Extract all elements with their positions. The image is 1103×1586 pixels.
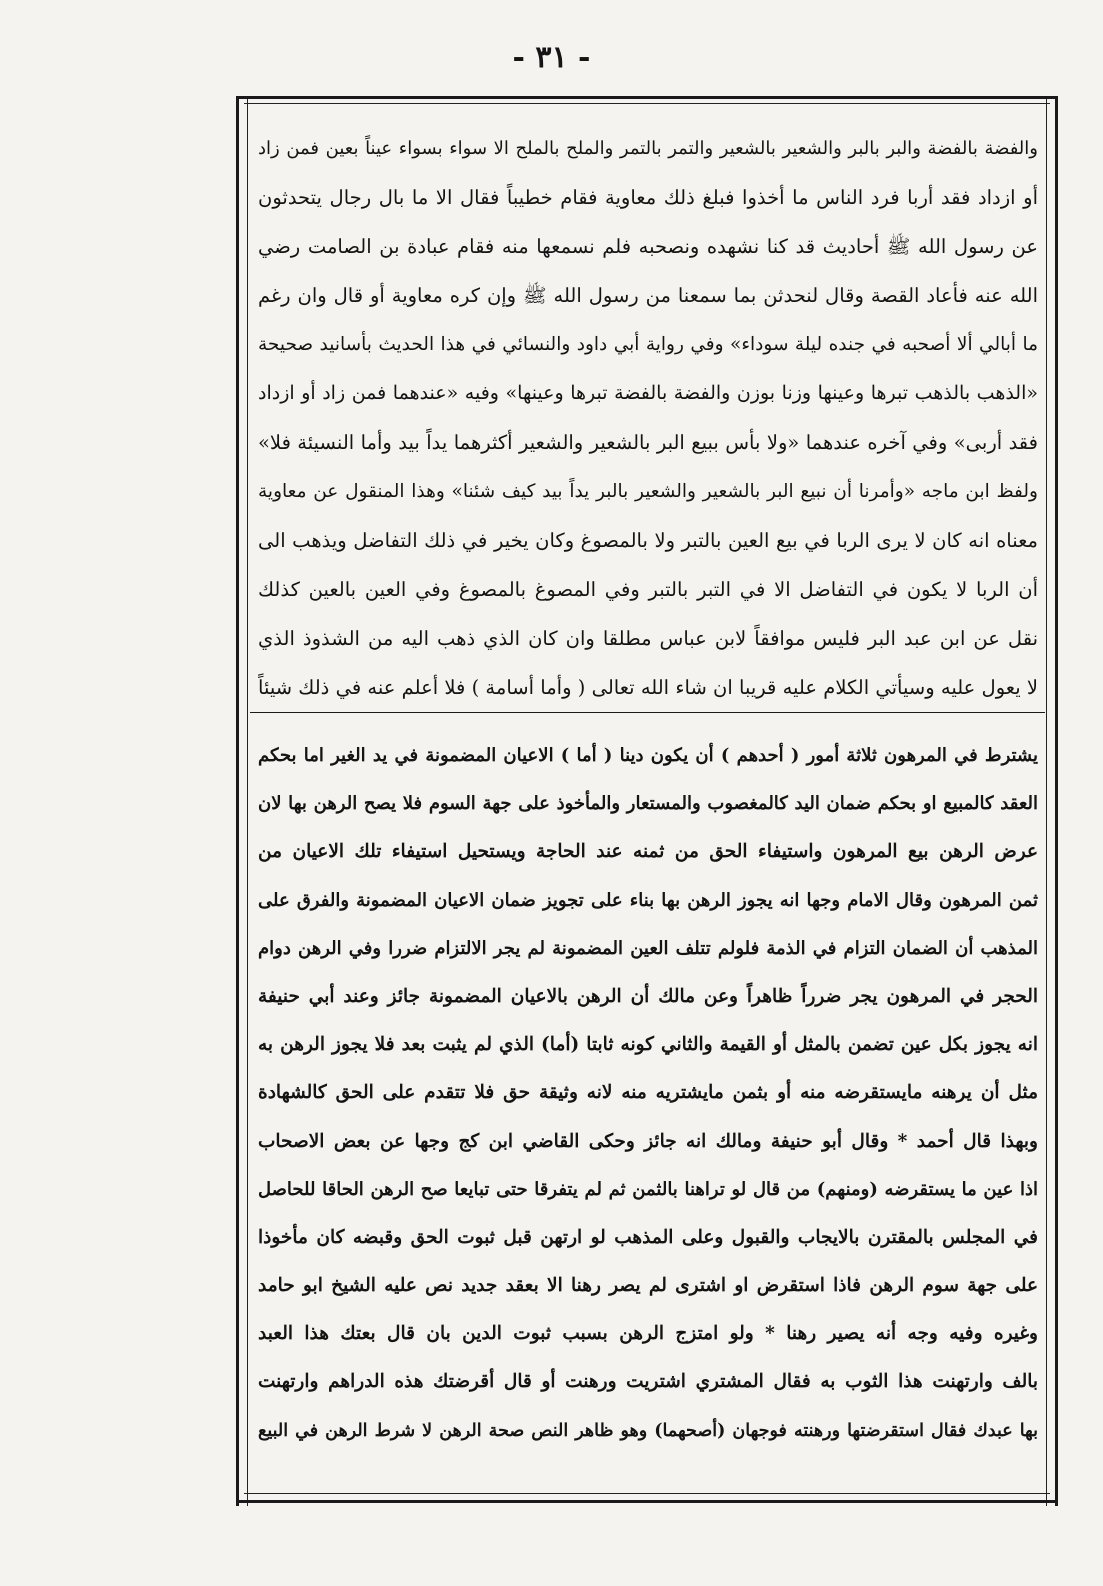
section-divider bbox=[250, 712, 1045, 713]
text-line: انه يجوز بكل عين تضمن بالمثل أو القيمة والثاني كونه ثابتا (أما) الذي لم يثبت بعد فلا يجوز الرهن به bbox=[258, 1034, 1038, 1056]
text-line: يشترط في المرهون ثلاثة أمور ( أحدهم ) أن يكون دينا ( أما ) الاعيان المضمونة في يد الغير اما بحكم bbox=[258, 745, 1038, 766]
text-line: «الذهب بالذهب تبرها وعينها وزنا بوزن والفضة بالفضة تبرها وعينها» وفيه «عندهما فمن زاد أو ازداد bbox=[258, 382, 1038, 404]
text-line: عن رسول الله ﷺ أحاديث قد كنا نشهده ونصحبه فلم نسمعها منه فقام عبادة بن الصامت رضي bbox=[258, 235, 1038, 258]
top-rule-inner bbox=[244, 103, 1050, 104]
bottom-rule-inner bbox=[244, 1493, 1050, 1494]
top-rule bbox=[236, 96, 1058, 99]
text-line: ما أبالي ألا أصحبه في جنده ليلة سوداء» وفي رواية أبي داود والنسائي في هذا الحديث بأسانيد صحيحة bbox=[258, 334, 1038, 355]
text-line: عرض الرهن بيع المرهون واستيفاء الحق من ثمنه عند الحاجة ويستحيل استيفاء تلك الاعيان من bbox=[258, 841, 1038, 863]
text-line: أو ازداد فقد أربا فرد الناس ما أخذوا فبلغ ذلك معاوية فقام خطيباً فقال الا ما بال رجال يتحدثون bbox=[258, 186, 1038, 209]
main-text-block bbox=[258, 732, 1038, 1455]
text-line: المذهب أن الضمان التزام في الذمة فلولم تتلف العين المضمونة لم يجر الالتزام ضررا وفي الرهن دوام bbox=[258, 937, 1038, 959]
text-line: فقد أربى» وفي آخره عندهما «ولا بأس ببيع البر بالشعير والشعير أكثرهما يداً بيد وأما النسيئة فلا» bbox=[258, 431, 1038, 454]
text-line: مثل أن يرهنه مايستقرضه منه أو بثمن مايشتريه منه لانه وثيقة حق فلا تتقدم على الحق كالشهادة bbox=[258, 1082, 1038, 1104]
text-line: معناه انه كان لا يرى الربا في بيع العين بالتبر ولا بالمصوغ وكان يخير في ذلك التفاضل ويذهب الى bbox=[258, 529, 1038, 552]
text-line: الحجر في المرهون يجر ضرراً ظاهراً وعن مالك أن الرهن بالاعيان المضمونة جائز وعند أبي حنيفة bbox=[258, 985, 1038, 1007]
bottom-rule bbox=[236, 1500, 1058, 1503]
text-line: لا يعول عليه وسيأتي الكلام عليه قريبا ان شاء الله تعالى ( وأما أسامة ) فلا أعلم عنه في ذلك شيئاً bbox=[258, 676, 1038, 699]
text-line: على جهة سوم الرهن فاذا استقرض او اشترى لم يصر رهنا الا بعقد جديد نص عليه الشيخ ابو حامد bbox=[258, 1275, 1038, 1297]
text-line: أن الربا لا يكون في التفاضل الا في التبر بالتبر وفي المصوغ بالمصوغ وفي العين بالعين كذلك bbox=[258, 578, 1038, 601]
text-line: وغيره وفيه وجه أنه يصير رهنا * ولو امتزج الرهن بسبب ثبوت الدين بان قال بعتك هذا العبد bbox=[258, 1323, 1038, 1345]
text-line: في المجلس بالمقترن بالايجاب والقبول وعلى المذهب لو ارتهن قبل ثبوت الحق وقبضه كان مأخوذا bbox=[258, 1226, 1038, 1248]
text-line: نقل عن ابن عبد البر فليس موافقاً لابن عباس مطلقا وان كان الذي ذهب اليه من الشذوذ الذي bbox=[258, 627, 1038, 650]
text-line: اذا عين ما يستقرضه (ومنهم) من قال لو تراهنا بالثمن ثم لم يتفرقا حتى تبايعا صح الرهن الحاقا للحاصل bbox=[258, 1178, 1038, 1200]
text-line: بها عبدك فقال استقرضتها ورهنته فوجهان (أصحهما) وهو ظاهر النص صحة الرهن لا شرط الرهن في البيع bbox=[258, 1420, 1038, 1441]
text-line: الله عنه فأعاد القصة وقال لنحدثن بما سمعنا من رسول الله ﷺ وإن كره معاوية أو قال وان رغم bbox=[258, 284, 1038, 307]
commentary-text-block bbox=[258, 124, 1038, 712]
text-line: العقد كالمبيع او بحكم ضمان اليد كالمغصوب والمستعار والمأخوذ على جهة السوم فلا يصح الرهن بها لان bbox=[258, 793, 1038, 815]
text-line: بالف وارتهنت هذا الثوب به فقال المشتري اشتريت ورهنت أو قال أقرضتك هذه الدراهم وارتهنت bbox=[258, 1371, 1038, 1393]
page-number: - ٣١ - bbox=[512, 40, 591, 75]
text-line: ثمن المرهون وقال الامام وجها انه يجوز الرهن بها بناء على تجويز ضمان الاعيان المضمونة والفرق على bbox=[258, 889, 1038, 911]
text-line: وبهذا قال أحمد * وقال أبو حنيفة ومالك انه جائز وحكى القاضي ابن كج وجها عن بعض الاصحاب bbox=[258, 1130, 1038, 1152]
text-line: والفضة بالفضة والبر بالبر والشعير بالشعير والتمر بالتمر والملح بالملح الا سواء بسواء عيناً بعين فمن زاد bbox=[258, 138, 1038, 159]
text-line: ولفظ ابن ماجه «وأمرنا أن نبيع البر بالشعير والشعير بالبر يداً بيد كيف شئنا» وهذا المنقول عن معاوية bbox=[258, 481, 1038, 502]
